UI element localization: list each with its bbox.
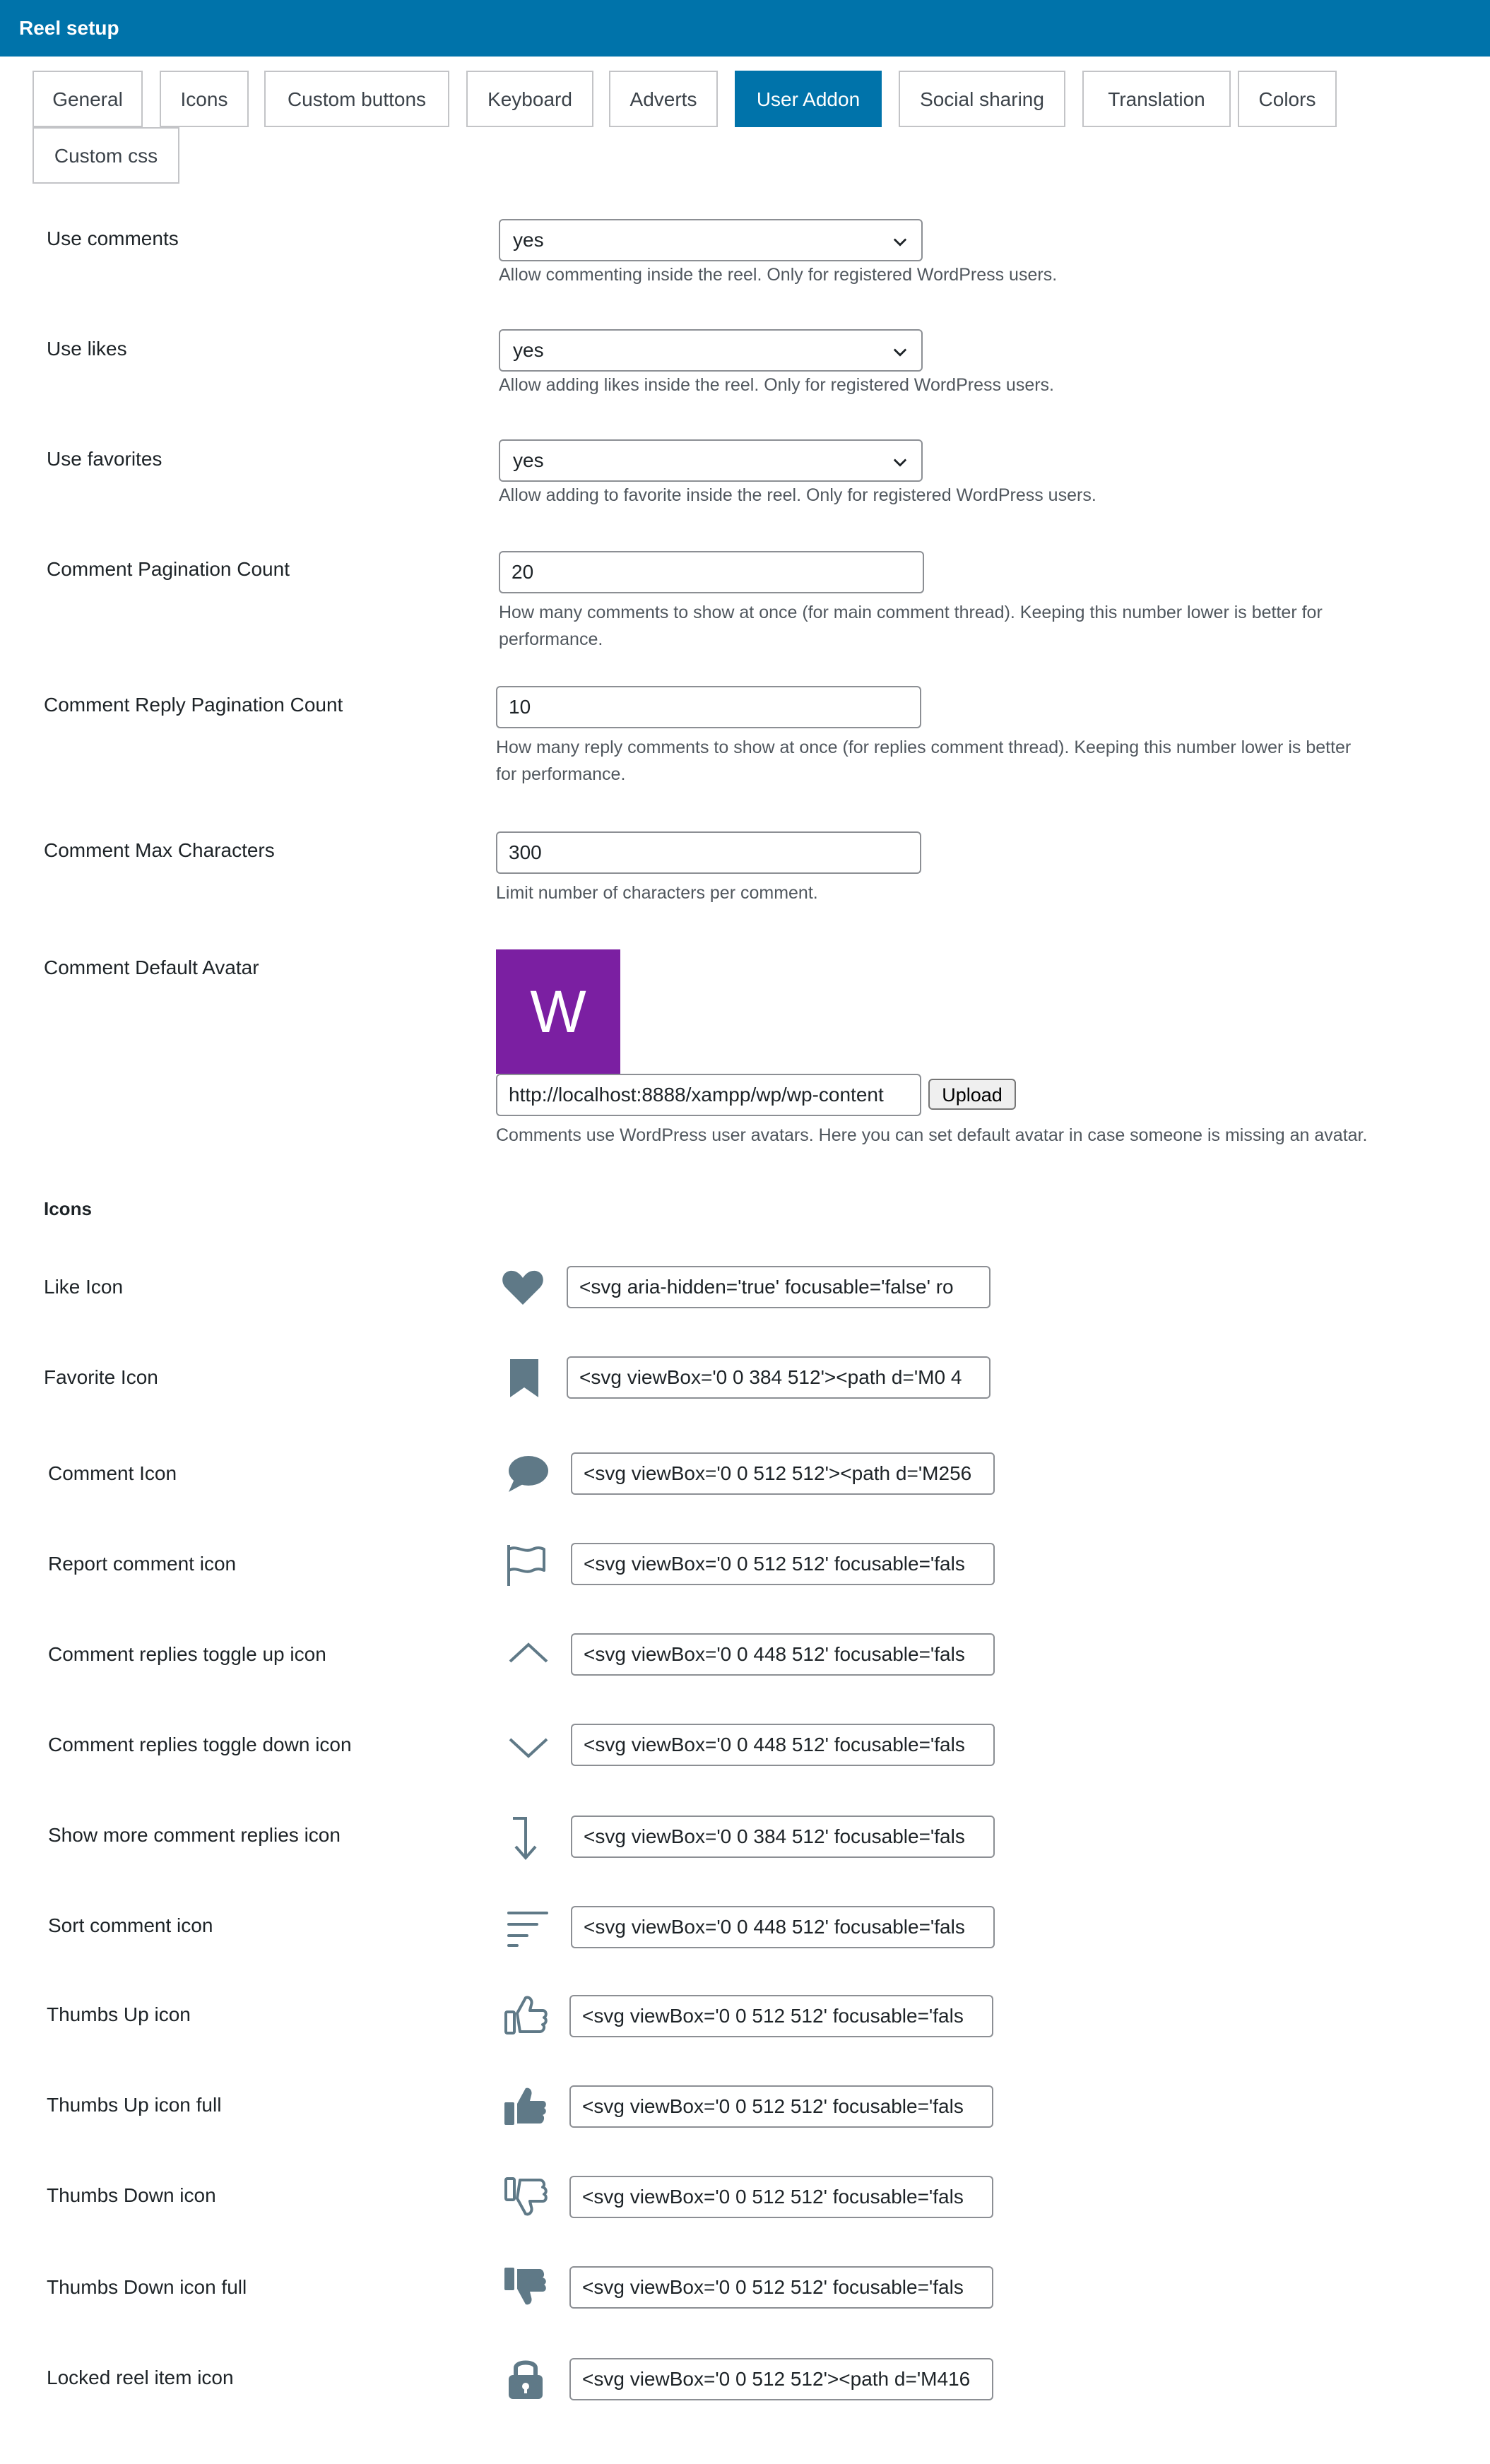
reply-pagination-input[interactable] bbox=[496, 686, 921, 728]
use-favorites-select[interactable] bbox=[499, 439, 923, 482]
tab-general[interactable]: General bbox=[32, 71, 143, 127]
chevron-down-icon bbox=[890, 232, 910, 251]
tab-adverts[interactable]: Adverts bbox=[609, 71, 718, 127]
icon-row-label: Comment replies toggle down icon bbox=[48, 1734, 352, 1755]
arrow-turn-down-icon bbox=[506, 1816, 551, 1861]
tab-custom-css[interactable]: Custom css bbox=[32, 127, 179, 184]
reply-pagination-desc: How many reply comments to show at once (for replies comment thread). Keeping this number lower is better bbox=[496, 738, 1352, 757]
comment-icon-input[interactable] bbox=[571, 1452, 995, 1495]
icon-row-label: Thumbs Up icon full bbox=[47, 2094, 222, 2116]
icon-row-label: Comment Icon bbox=[48, 1462, 177, 1484]
favorite-icon-input[interactable] bbox=[567, 1356, 991, 1399]
comment-pagination-label: Comment Pagination Count bbox=[47, 558, 290, 580]
flag-icon bbox=[503, 1542, 548, 1587]
default-avatar-label: Comment Default Avatar bbox=[44, 956, 259, 978]
thumbs-up-outline-icon bbox=[503, 1992, 548, 2037]
tab-translation[interactable]: Translation bbox=[1082, 71, 1231, 127]
thumbs-down-solid-icon bbox=[503, 2265, 548, 2310]
thumbs-up-solid-icon bbox=[503, 2083, 548, 2128]
reply-pagination-label: Comment Reply Pagination Count bbox=[44, 694, 343, 716]
tab-icons[interactable]: Icons bbox=[160, 71, 249, 127]
sort-comment-icon-input[interactable] bbox=[571, 1906, 995, 1948]
like-icon-input[interactable] bbox=[567, 1266, 991, 1308]
comment-pagination-desc-cont: performance. bbox=[499, 629, 603, 649]
sort-lines-icon bbox=[506, 1905, 551, 1950]
locked-reel-icon-input[interactable] bbox=[569, 2358, 993, 2400]
heart-icon bbox=[500, 1265, 545, 1310]
use-comments-select[interactable] bbox=[499, 219, 923, 261]
use-likes-desc: Allow adding likes inside the reel. Only for registered WordPress users. bbox=[499, 375, 1054, 395]
max-chars-label: Comment Max Characters bbox=[44, 839, 275, 861]
chevron-down-icon bbox=[890, 342, 910, 362]
tab-social-sharing[interactable]: Social sharing bbox=[899, 71, 1065, 127]
report-comment-icon-input[interactable] bbox=[571, 1543, 995, 1585]
icon-row-label: Locked reel item icon bbox=[47, 2367, 234, 2388]
use-comments-label: Use comments bbox=[47, 227, 179, 249]
use-likes-value: yes bbox=[513, 339, 544, 361]
show-more-replies-icon-input[interactable] bbox=[571, 1816, 995, 1858]
use-favorites-label: Use favorites bbox=[47, 448, 162, 470]
tab-colors[interactable]: Colors bbox=[1238, 71, 1337, 127]
use-comments-value: yes bbox=[513, 229, 544, 251]
lock-icon bbox=[503, 2355, 548, 2400]
thumbs-down-icon-input[interactable] bbox=[569, 2176, 993, 2218]
chevron-up-icon bbox=[506, 1632, 551, 1677]
use-likes-label: Use likes bbox=[47, 338, 127, 360]
tab-keyboard[interactable]: Keyboard bbox=[466, 71, 593, 127]
use-favorites-desc: Allow adding to favorite inside the reel. Only for registered WordPress users. bbox=[499, 485, 1096, 505]
toggle-up-icon-input[interactable] bbox=[571, 1633, 995, 1676]
max-chars-input[interactable] bbox=[496, 831, 921, 874]
page-title: Reel setup bbox=[19, 17, 119, 39]
thumbs-up-full-icon-input[interactable] bbox=[569, 2085, 993, 2128]
use-comments-desc: Allow commenting inside the reel. Only for registered WordPress users. bbox=[499, 265, 1058, 285]
page-header bbox=[0, 0, 1490, 57]
chevron-down-icon bbox=[506, 1724, 551, 1769]
icon-row-label: Sort comment icon bbox=[48, 1914, 213, 1936]
thumbs-up-icon-input[interactable] bbox=[569, 1995, 993, 2037]
reply-pagination-desc-cont: for performance. bbox=[496, 764, 626, 784]
icon-row-label: Thumbs Up icon bbox=[47, 2003, 191, 2025]
icons-section-title: Icons bbox=[44, 1198, 92, 1219]
icon-row-label: Thumbs Down icon full bbox=[47, 2276, 247, 2298]
tab-user-addon[interactable]: User Addon bbox=[735, 71, 882, 127]
tab-custom-buttons[interactable]: Custom buttons bbox=[264, 71, 449, 127]
use-likes-select[interactable] bbox=[499, 329, 923, 372]
bookmark-icon bbox=[502, 1355, 547, 1400]
thumbs-down-full-icon-input[interactable] bbox=[569, 2266, 993, 2309]
icon-row-label: Show more comment replies icon bbox=[48, 1824, 341, 1846]
use-favorites-value: yes bbox=[513, 449, 544, 471]
avatar: W bbox=[496, 949, 620, 1074]
icon-row-label: Report comment icon bbox=[48, 1553, 237, 1575]
icon-row-label: Like Icon bbox=[44, 1276, 124, 1298]
icon-row-label: Favorite Icon bbox=[44, 1366, 158, 1388]
toggle-down-icon-input[interactable] bbox=[571, 1724, 995, 1766]
avatar-url-input[interactable] bbox=[496, 1074, 921, 1116]
max-chars-desc: Limit number of characters per comment. bbox=[496, 883, 818, 903]
comment-icon bbox=[504, 1451, 550, 1496]
thumbs-down-outline-icon bbox=[503, 2174, 548, 2220]
chevron-down-icon bbox=[890, 452, 910, 472]
default-avatar-desc: Comments use WordPress user avatars. Here you can set default avatar in case someone is missing an avatar. bbox=[496, 1125, 1368, 1145]
upload-button[interactable]: Upload bbox=[928, 1079, 1016, 1110]
icon-row-label: Thumbs Down icon bbox=[47, 2184, 216, 2206]
comment-pagination-desc: How many comments to show at once (for main comment thread). Keeping this number lower is better for bbox=[499, 603, 1323, 622]
comment-pagination-input[interactable] bbox=[499, 551, 924, 593]
icon-row-label: Comment replies toggle up icon bbox=[48, 1643, 326, 1665]
